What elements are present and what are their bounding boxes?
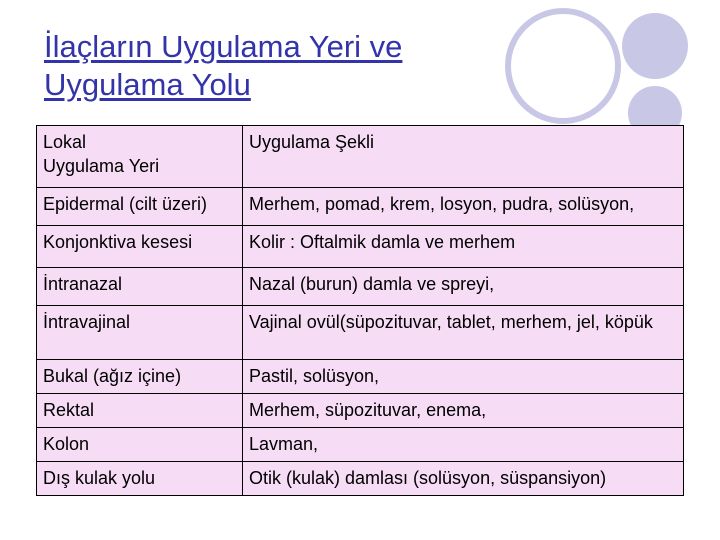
form-cell: Merhem, pomad, krem, losyon, pudra, solüsyon, [243, 188, 684, 226]
title-line-1: İlaçların Uygulama Yeri ve [44, 29, 403, 64]
header-site-line1: Lokal [43, 132, 87, 152]
form-cell: Lavman, [243, 428, 684, 462]
site-cell: Dış kulak yolu [37, 462, 243, 496]
table-row [37, 360, 684, 394]
header-site-line2: Uygulama Yeri [43, 156, 160, 176]
table-row [37, 188, 684, 226]
decor-circle-large [508, 11, 618, 121]
table-row [37, 226, 684, 268]
form-cell: Nazal (burun) damla ve spreyi, [243, 268, 684, 306]
site-cell: Rektal [37, 394, 243, 428]
application-table [36, 125, 684, 496]
table-row [37, 428, 684, 462]
table-row [37, 268, 684, 306]
table-row [37, 306, 684, 360]
form-cell: Kolir : Oftalmik damla ve merhem [243, 226, 684, 268]
header-form: Uygulama Şekli [243, 126, 684, 188]
table-row [37, 394, 684, 428]
slide-title [44, 28, 402, 104]
table-header-row [37, 126, 684, 188]
title-line-2: Uygulama Yolu [44, 67, 251, 102]
form-cell: Pastil, solüsyon, [243, 360, 684, 394]
table-row [37, 462, 684, 496]
site-cell: Epidermal (cilt üzeri) [37, 188, 243, 226]
site-cell: Konjonktiva kesesi [37, 226, 243, 268]
form-cell: Otik (kulak) damlası (solüsyon, süspansiyon) [243, 462, 684, 496]
form-cell: Vajinal ovül(süpozituvar, tablet, merhem, jel, köpük [243, 306, 684, 360]
form-cell: Merhem, süpozituvar, enema, [243, 394, 684, 428]
site-cell: İntravajinal [37, 306, 243, 360]
site-cell: Bukal (ağız içine) [37, 360, 243, 394]
site-cell: İntranazal [37, 268, 243, 306]
decor-circle-medium [622, 13, 688, 79]
site-cell: Kolon [37, 428, 243, 462]
header-site [37, 126, 243, 188]
